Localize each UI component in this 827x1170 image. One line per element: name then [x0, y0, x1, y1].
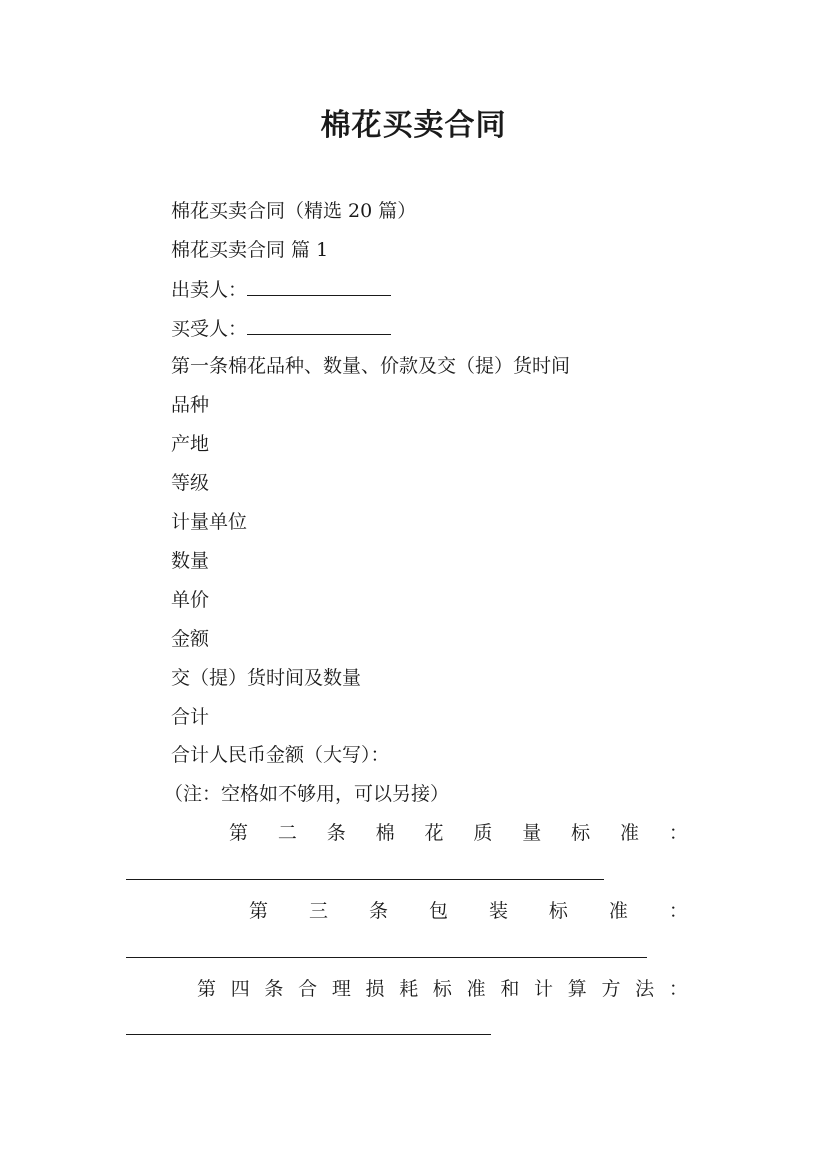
article-4-char: 理	[331, 978, 351, 1000]
article-4-char: 算	[567, 978, 587, 1000]
subtitle: 棉花买卖合同（精选 20 篇）	[171, 200, 417, 222]
field-unit-price: 单价	[171, 589, 210, 611]
field-grade: 等级	[171, 472, 210, 494]
article-4-char: 方	[601, 978, 621, 1000]
article-3-char: 三	[308, 900, 328, 922]
article-4-blank	[126, 1034, 491, 1035]
field-variety: 品种	[171, 394, 210, 416]
field-unit: 计量单位	[171, 511, 248, 533]
article-3-char: ：	[668, 900, 688, 922]
article-4-heading	[197, 977, 688, 1001]
article-3-heading	[249, 899, 688, 923]
section-heading: 棉花买卖合同 篇 1	[171, 239, 329, 261]
article-3-char: 第	[249, 900, 269, 922]
article-1-heading: 第一条棉花品种、数量、价款及交（提）货时间	[171, 355, 571, 377]
buyer-label: 买受人：	[171, 318, 248, 340]
article-2-char: 量	[522, 822, 542, 844]
article-3-char: 装	[488, 900, 508, 922]
article-3-char: 标	[548, 900, 568, 922]
document-title: 棉花买卖合同	[320, 108, 507, 143]
seller-label: 出卖人：	[171, 279, 248, 301]
article-2-char: 二	[277, 822, 297, 844]
buyer-line	[171, 316, 391, 341]
article-2-char: ：	[668, 822, 688, 844]
article-2-blank	[126, 879, 604, 880]
article-4-char: 损	[365, 978, 385, 1000]
field-quantity: 数量	[171, 550, 210, 572]
field-total-rmb: 合计人民币金额（大写）：	[171, 744, 390, 766]
field-delivery: 交（提）货时间及数量	[171, 667, 362, 689]
article-4-char: 和	[500, 978, 520, 1000]
article-4-char: 第	[197, 978, 217, 1000]
field-amount: 金额	[171, 628, 210, 650]
buyer-blank	[247, 316, 391, 335]
seller-blank	[247, 277, 391, 296]
article-4-char: 四	[230, 978, 250, 1000]
field-origin: 产地	[171, 433, 210, 455]
article-3-char: 准	[608, 900, 628, 922]
article-4-char: 计	[534, 978, 554, 1000]
article-4-char: 条	[264, 978, 284, 1000]
article-4-char: 标	[432, 978, 452, 1000]
article-4-char: 合	[298, 978, 318, 1000]
article-2-char: 棉	[375, 822, 395, 844]
article-2-char: 条	[326, 822, 346, 844]
article-2-heading	[229, 821, 688, 845]
article-4-char: 耗	[399, 978, 419, 1000]
field-total: 合计	[171, 706, 210, 728]
article-4-char: 法	[635, 978, 655, 1000]
article-2-char: 标	[571, 822, 591, 844]
article-2-char: 花	[424, 822, 444, 844]
article-2-char: 准	[620, 822, 640, 844]
article-2-char: 第	[229, 822, 249, 844]
article-3-char: 条	[368, 900, 388, 922]
seller-line	[171, 277, 391, 302]
article-4-char: 准	[466, 978, 486, 1000]
note: （注：空格如不够用，可以另接）	[164, 783, 450, 805]
article-4-char: ：	[668, 978, 688, 1000]
article-3-char: 包	[428, 900, 448, 922]
article-3-blank	[126, 957, 647, 958]
article-2-char: 质	[473, 822, 493, 844]
